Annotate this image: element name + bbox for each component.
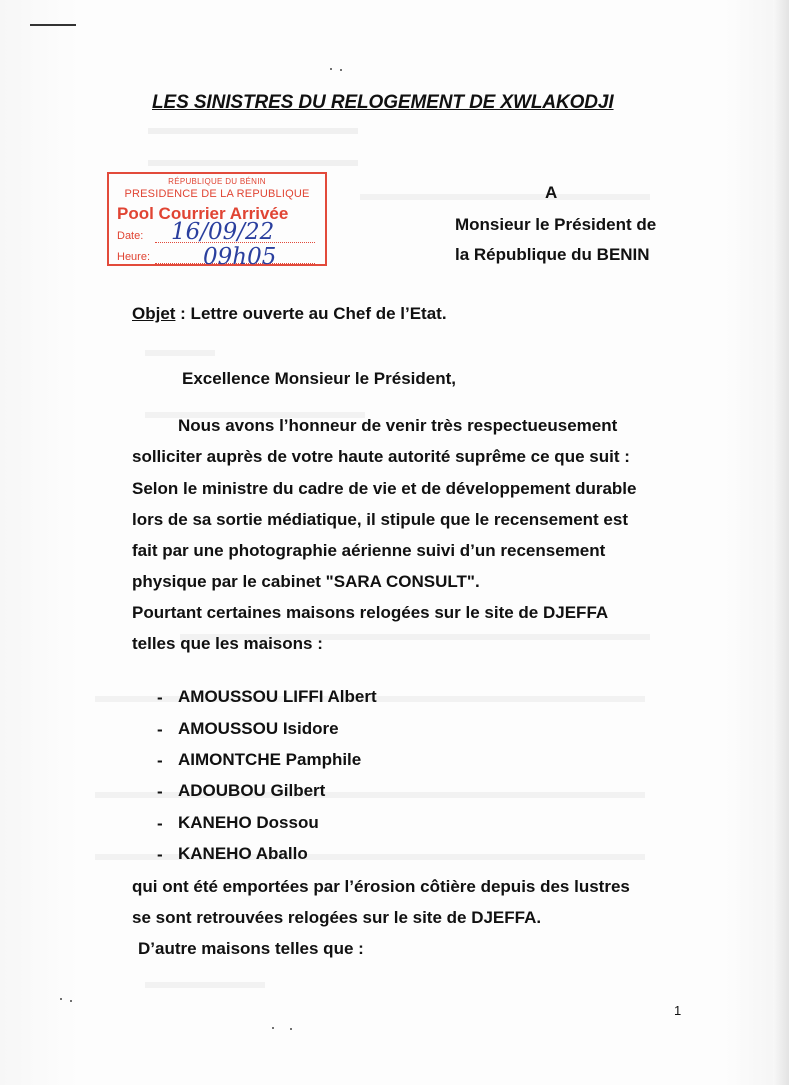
house-list-item: ADOUBOU Gilbert bbox=[178, 781, 326, 800]
bleed-through-mark bbox=[148, 116, 358, 134]
reception-stamp bbox=[107, 172, 327, 270]
body-line: Pourtant certaines maisons relogées sur le site de DJEFFA bbox=[132, 603, 609, 622]
scan-speck bbox=[340, 69, 342, 71]
handwritten-date: 16/09/22 bbox=[171, 219, 275, 245]
house-list-item: AIMONTCHE Pamphile bbox=[178, 750, 362, 769]
subject-text: : Lettre ouverte au Chef de l’Etat. bbox=[175, 304, 447, 323]
salutation: Excellence Monsieur le Président, bbox=[182, 369, 457, 388]
bleed-through-mark bbox=[360, 182, 650, 200]
handwritten-time: 09h05 bbox=[203, 244, 277, 270]
recipient-line: la République du BENIN bbox=[455, 245, 650, 264]
list-bullet: - bbox=[157, 720, 163, 739]
recipient-preposition: A bbox=[545, 183, 558, 202]
stamp-institution: PRESIDENCE DE LA REPUBLIQUE bbox=[124, 188, 310, 200]
list-bullet: - bbox=[157, 688, 163, 707]
body-line: telles que les maisons : bbox=[132, 634, 323, 653]
body-line: qui ont été emportées par l’érosion côtière depuis des lustres bbox=[132, 877, 630, 896]
body-line: physique par le cabinet "SARA CONSULT". bbox=[132, 572, 480, 591]
house-list-item: AMOUSSOU LIFFI Albert bbox=[178, 687, 377, 706]
list-bullet: - bbox=[157, 845, 163, 864]
scan-edge-mark bbox=[30, 24, 76, 26]
body-line: D’autre maisons telles que : bbox=[138, 939, 364, 958]
stamp-country: RÉPUBLIQUE DU BÉNIN bbox=[168, 177, 266, 186]
page-number: 1 bbox=[674, 1003, 682, 1018]
house-list-item: KANEHO Dossou bbox=[178, 813, 319, 832]
scan-speck bbox=[60, 998, 62, 1000]
body-line: lors de sa sortie médiatique, il stipule que le recensement est bbox=[132, 510, 629, 529]
bleed-through-mark bbox=[145, 338, 215, 356]
body-line: Nous avons l’honneur de venir très respectueusement bbox=[178, 416, 618, 435]
stamp-service: Pool Courrier Arrivée bbox=[117, 204, 289, 223]
stamp-date-label: Date: bbox=[117, 230, 144, 242]
scan-right-edge bbox=[773, 0, 789, 1085]
bleed-through-mark bbox=[148, 148, 358, 166]
list-bullet: - bbox=[157, 782, 163, 801]
body-line: fait par une photographie aérienne suivi d’un recensement bbox=[132, 541, 606, 560]
scan-speck bbox=[70, 1000, 72, 1002]
house-list-item: AMOUSSOU Isidore bbox=[178, 719, 339, 738]
list-bullet: - bbox=[157, 814, 163, 833]
stamp-time-label: Heure: bbox=[117, 251, 151, 263]
body-line: Selon le ministre du cadre de vie et de développement durable bbox=[132, 479, 637, 498]
subject-line bbox=[132, 304, 447, 324]
recipient-line: Monsieur le Président de bbox=[455, 215, 657, 234]
body-line: se sont retrouvées relogées sur le site de DJEFFA. bbox=[132, 908, 542, 927]
scan-speck bbox=[290, 1028, 292, 1030]
subject-label: Objet bbox=[132, 304, 176, 323]
list-bullet: - bbox=[157, 751, 163, 770]
bleed-through-mark bbox=[145, 970, 265, 988]
house-list-item: KANEHO Aballo bbox=[178, 844, 308, 863]
body-line: solliciter auprès de votre haute autorité suprême ce que suit : bbox=[132, 447, 630, 466]
scan-speck bbox=[272, 1027, 274, 1029]
document-title: LES SINISTRES DU RELOGEMENT DE XWLAKODJI bbox=[152, 92, 614, 113]
scan-speck bbox=[330, 68, 332, 70]
